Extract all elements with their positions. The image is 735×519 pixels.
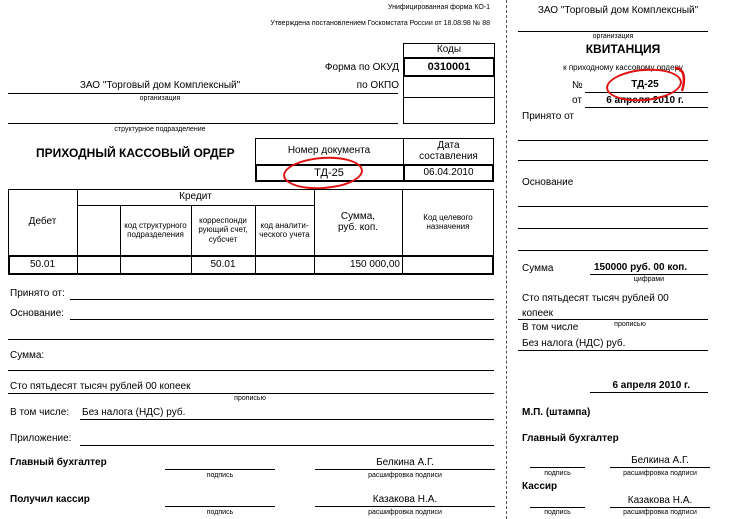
vat-text: Без налога (НДС) руб. — [82, 407, 186, 418]
row-corr-account: 50.01 — [210, 259, 236, 271]
highlight-stroke — [672, 64, 690, 94]
doc-number-header: Номер документа — [287, 145, 371, 157]
receipt-number-label: № — [572, 80, 583, 91]
organization-name: ЗАО "Торговый дом Комплексный" — [79, 80, 241, 91]
organization-caption: организация — [139, 95, 181, 102]
okud-label: Форма по ОКУД — [324, 62, 399, 73]
received-cashier-label: Получил кассир — [10, 494, 90, 505]
basis-label: Основание: — [10, 308, 65, 319]
doc-date-value: 06.04.2010 — [423, 167, 474, 179]
words-caption: прописью — [234, 395, 266, 402]
approval-text: Утверждена постановлением Госкомстата России от 18.08.98 № 88 — [270, 20, 490, 27]
unified-form-label: Унифицированная форма КО-1 — [387, 4, 490, 11]
receipt-organization-caption: организация — [592, 33, 634, 40]
receipt-chief-label: Главный бухгалтер — [522, 433, 619, 444]
row-debit: 50.01 — [29, 259, 56, 271]
received-from-label: Принято от: — [10, 288, 65, 299]
receipt-date-label: от — [572, 95, 582, 106]
col-debit-header: Дебет — [28, 216, 57, 228]
receipt-amount-words-2: копеек — [522, 308, 553, 319]
cashier-decode-caption: расшифровка подписи — [368, 509, 442, 516]
receipt-stamp: М.П. (штампа) — [522, 407, 591, 418]
attachment-label: Приложение: — [10, 433, 72, 444]
receipt-chief-decode-caption: расшифровка подписи — [623, 470, 697, 477]
receipt-date-full: 6 апреля 2010 г. — [612, 380, 690, 391]
chief-signature-caption: подпись — [206, 472, 234, 479]
col-purpose-code-header: Код целевого назначения — [423, 212, 473, 231]
codes-header: Коды — [436, 44, 462, 56]
receipt-digits-caption: цифрами — [633, 276, 665, 283]
division-caption: структурное подразделение — [114, 126, 206, 133]
receipt-cashier-name: Казакова Н.А. — [627, 495, 693, 506]
receipt-title: КВИТАНЦИЯ — [585, 42, 661, 56]
row-sum: 150 000,00 — [349, 259, 400, 271]
okpo-label: по ОКПО — [356, 80, 399, 91]
amount-words: Сто пятьдесят тысяч рублей 00 копеек — [10, 381, 191, 392]
receipt-chief-name: Белкина А.Г. — [631, 455, 689, 466]
chief-decode-caption: расшифровка подписи — [368, 472, 442, 479]
chief-name: Белкина А.Г. — [376, 457, 434, 468]
col-credit-header: Кредит — [179, 191, 212, 203]
receipt-date-value: 6 апреля 2010 г. — [606, 95, 684, 106]
receipt-received-from: Принято от — [522, 111, 575, 122]
cashier-signature-caption: подпись — [206, 509, 234, 516]
receipt-amount-words-1: Сто пятьдесят тысяч рублей 00 — [522, 293, 669, 304]
receipt-basis: Основание — [522, 177, 574, 188]
okud-value: 0310001 — [427, 60, 471, 73]
receipt-number-value: ТД-25 — [631, 79, 659, 90]
receipt-amount-value: 150000 руб. 00 коп. — [594, 262, 688, 273]
cut-line — [506, 0, 507, 519]
receipt-chief-signature-caption: подпись — [544, 470, 571, 477]
receipt-amount-label: Сумма — [522, 263, 554, 274]
amount-label: Сумма: — [10, 350, 45, 361]
receipt-cashier-label: Кассир — [522, 481, 558, 492]
receipt-vat: Без налога (НДС) руб. — [522, 338, 626, 349]
col-sum-header: Сумма, руб. коп. — [337, 210, 379, 233]
col-corr-account-header: корреспонди рующий счет, субсчет — [198, 216, 248, 244]
receipt-cashier-signature-caption: подпись — [544, 509, 571, 516]
cashier-name: Казакова Н.А. — [372, 494, 438, 505]
col-analytic-code-header: код аналити-ческого учета — [259, 220, 310, 239]
receipt-cashier-decode-caption: расшифровка подписи — [623, 509, 697, 516]
receipt-words-caption: прописью — [614, 321, 646, 328]
col-division-code-header: код структурного подразделения — [124, 220, 187, 239]
receipt-organization: ЗАО "Торговый дом Комплексный" — [537, 5, 699, 16]
receipt-to-order: к приходному кассовому ордеру — [563, 63, 683, 72]
doc-number-value: ТД-25 — [314, 166, 344, 179]
including-label: В том числе: — [10, 407, 70, 418]
doc-date-header: Дата составления — [419, 139, 478, 162]
chief-accountant-label: Главный бухгалтер — [10, 457, 107, 468]
receipt-including: В том числе — [522, 322, 579, 333]
order-title: ПРИХОДНЫЙ КАССОВЫЙ ОРДЕР — [36, 146, 235, 160]
